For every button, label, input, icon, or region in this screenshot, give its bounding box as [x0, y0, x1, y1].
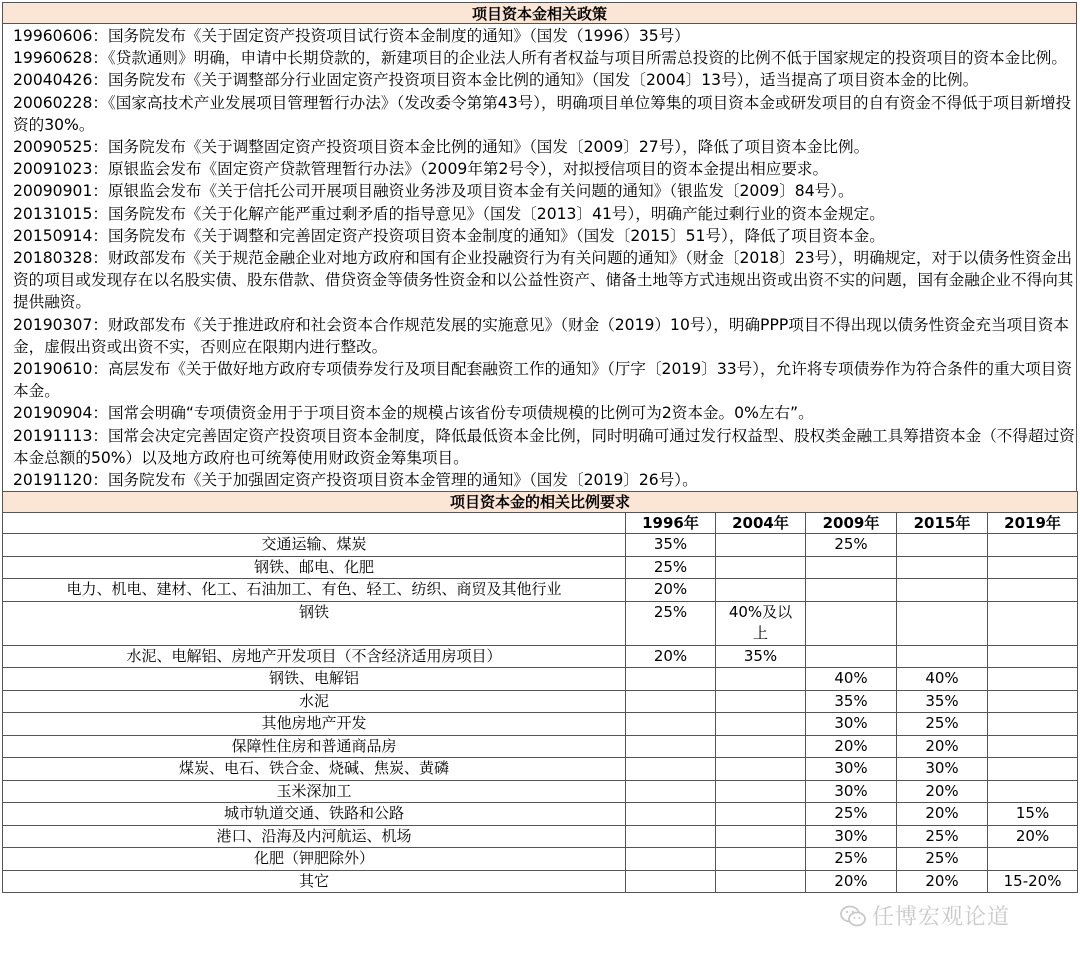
ratio-cell: [716, 713, 806, 736]
section-title-ratios: 项目资本金的相关比例要求: [3, 492, 1078, 513]
ratio-cell: [716, 690, 806, 713]
category-cell: 其他房地产开发: [3, 713, 626, 736]
ratio-cell: 20%: [897, 780, 988, 803]
ratio-cell: [806, 556, 897, 579]
ratio-cell: [626, 848, 716, 871]
year-header: 2004年: [716, 513, 806, 534]
ratio-cell: [897, 579, 988, 602]
ratio-cell: 20%: [897, 870, 988, 893]
ratio-cell: [716, 668, 806, 691]
category-cell: 港口、沿海及内河航运、机场: [3, 825, 626, 848]
category-cell: 其它: [3, 870, 626, 893]
ratio-cell: 30%: [806, 780, 897, 803]
table-row: [3, 645, 1078, 668]
category-cell: 水泥、电解铝、房地产开发项目（不含经济适用房项目）: [3, 645, 626, 668]
table-row: [3, 825, 1078, 848]
ratio-cell: [988, 848, 1078, 871]
category-cell: 水泥: [3, 690, 626, 713]
policy-item: 20131015：国务院发布《关于化解产能严重过剩矛盾的指导意见》（国发〔2013〕41号），明确产能过剩行业的资本金规定。: [13, 204, 885, 223]
ratio-cell: 30%: [806, 758, 897, 781]
category-cell: 煤炭、电石、铁合金、烧碱、焦炭、黄磷: [3, 758, 626, 781]
policy-item: 20191113：国常会决定完善固定资产投资项目资本金制度，降低最低资本金比例，同时明确可通过发行权益型、股权类金融工具筹措资本金（不得超过资本金总额的50%）以及地方政府也可统筹使用财政资金筹集项目。: [13, 426, 1075, 467]
ratio-cell: 40%: [897, 668, 988, 691]
ratio-cell: 40%及以上: [716, 601, 806, 645]
ratio-cell: 30%: [806, 713, 897, 736]
ratio-cell: [626, 668, 716, 691]
ratio-cell: 25%: [897, 825, 988, 848]
ratio-cell: [988, 758, 1078, 781]
year-header: 1996年: [626, 513, 716, 534]
ratio-cell: [897, 601, 988, 645]
table-row: [3, 579, 1078, 602]
ratio-cell: [626, 780, 716, 803]
ratio-cell: 15-20%: [988, 870, 1078, 893]
wechat-icon: [840, 905, 866, 927]
ratio-cell: 15%: [988, 803, 1078, 826]
ratio-cell: [988, 556, 1078, 579]
policy-item: 20150914：国务院发布《关于调整和完善固定资产投资项目资本金制度的通知》（国发〔2015〕51号），降低了项目资本金。: [13, 226, 885, 245]
policy-item: 20091023：原银监会发布《固定资产贷款管理暂行办法》（2009年第2号令），对拟授信项目的资本金提出相应要求。: [13, 160, 829, 179]
ratio-cell: [988, 645, 1078, 668]
ratio-cell: [626, 713, 716, 736]
year-header: 2009年: [806, 513, 897, 534]
ratio-cell: [897, 534, 988, 557]
ratio-cell: [806, 645, 897, 668]
ratio-cell: 25%: [897, 713, 988, 736]
ratio-cell: 20%: [988, 825, 1078, 848]
year-header: 2019年: [988, 513, 1078, 534]
ratio-cell: 20%: [626, 579, 716, 602]
ratio-cell: [806, 579, 897, 602]
category-cell: 钢铁: [3, 601, 626, 645]
ratio-cell: [988, 690, 1078, 713]
policy-item: 20180328：财政部发布《关于规范金融企业对地方政府和国有企业投融资行为有关问题的通知》（财金〔2018〕23号），明确规定，对于以债务性资金出资的项目或发现存在以名股实债、股东借款、借贷资金等债务性资金和以公益性资产、储备土地等方式违规出资或出资不实的问题，国有金融企业不得向其提供融资。: [13, 249, 1074, 312]
table-row: [3, 668, 1078, 691]
category-cell: 钢铁、电解铝: [3, 668, 626, 691]
ratio-cell: [988, 534, 1078, 557]
watermark: [840, 900, 1010, 931]
table-row: [3, 556, 1078, 579]
ratio-cell: 25%: [806, 803, 897, 826]
table-row: [3, 690, 1078, 713]
ratio-cell: 20%: [897, 803, 988, 826]
ratio-cell: [988, 713, 1078, 736]
table-row: [3, 803, 1078, 826]
category-cell: 城市轨道交通、铁路和公路: [3, 803, 626, 826]
policy-item: 20090901：原银监会发布《关于信托公司开展项目融资业务涉及项目资本金有关问题的通知》（银监发〔2009〕84号）。: [13, 182, 854, 201]
ratio-cell: [626, 758, 716, 781]
ratio-cell: [806, 601, 897, 645]
ratio-cell: 25%: [806, 534, 897, 557]
table-row: [3, 713, 1078, 736]
table-header-row: [3, 513, 1078, 534]
ratio-cell: 35%: [716, 645, 806, 668]
ratio-cell: [988, 579, 1078, 602]
ratio-cell: 30%: [897, 758, 988, 781]
table-row: [3, 534, 1078, 557]
policy-item: 20040426：国务院发布《关于调整部分行业固定资产投资项目资本金比例的通知》（国发〔2004〕13号），适当提高了项目资本金的比例。: [13, 71, 979, 90]
ratio-cell: 35%: [806, 690, 897, 713]
ratio-cell: [716, 579, 806, 602]
ratio-cell: [626, 870, 716, 893]
ratio-cell: 35%: [626, 534, 716, 557]
table-row: [3, 601, 1078, 645]
ratio-cell: [626, 803, 716, 826]
table-row: [3, 848, 1078, 871]
ratio-cell: 20%: [806, 735, 897, 758]
header-blank-cell: [3, 513, 626, 534]
ratio-cell: [626, 735, 716, 758]
ratio-table: [2, 491, 1078, 893]
ratio-cell: [716, 735, 806, 758]
ratio-cell: [716, 870, 806, 893]
ratio-cell: [988, 601, 1078, 645]
ratio-cell: [897, 645, 988, 668]
table-row: [3, 735, 1078, 758]
ratio-cell: [716, 803, 806, 826]
ratio-cell: 20%: [626, 645, 716, 668]
table-row: [3, 780, 1078, 803]
ratio-cell: 25%: [806, 848, 897, 871]
ratio-cell: 25%: [626, 601, 716, 645]
ratio-cell: 25%: [626, 556, 716, 579]
policy-item: 20190610：高层发布《关于做好地方政府专项债券发行及项目配套融资工作的通知》（厅字〔2019〕33号），允许将专项债券作为符合条件的重大项目资本金。: [13, 360, 1072, 401]
ratio-cell: 30%: [806, 825, 897, 848]
ratio-cell: 25%: [897, 848, 988, 871]
policy-item: 20191120：国务院发布《关于加强固定资产投资项目资本金管理的通知》（国发〔2019〕26号）。: [13, 471, 698, 490]
policy-item: 19960628：《贷款通则》明确，申请中长期贷款的，新建项目的企业法人所有者权益与项目所需总投资的比例不低于国家规定的投资项目的资本金比例。: [13, 49, 1067, 68]
ratio-cell: 35%: [897, 690, 988, 713]
ratio-cell: [716, 534, 806, 557]
ratio-cell: [716, 825, 806, 848]
ratio-cell: 20%: [897, 735, 988, 758]
ratio-cell: [716, 848, 806, 871]
policy-item: 20060228：《国家高技术产业发展项目管理暂行办法》（发改委令第第43号），明确项目单位筹集的项目资本金或研发项目的自有资金不得低于项目新增投资的30%。: [13, 93, 1072, 134]
ratio-cell: [988, 780, 1078, 803]
category-cell: 交通运输、煤炭: [3, 534, 626, 557]
ratio-cell: [626, 825, 716, 848]
ratio-cell: [626, 690, 716, 713]
ratio-cell: 20%: [806, 870, 897, 893]
ratio-cell: [897, 556, 988, 579]
policy-list: [2, 24, 1077, 491]
policy-item: 20190307：财政部发布《关于推进政府和社会资本合作规范发展的实施意见》（财金（2019）10号），明确PPP项目不得出现以债务性资金充当项目资本金，虚假出资或出资不实，否则应在限期内进行整改。: [13, 315, 1069, 356]
watermark-text: 任博宏观论道: [872, 905, 1011, 930]
category-cell: 电力、机电、建材、化工、石油加工、有色、轻工、纺织、商贸及其他行业: [3, 579, 626, 602]
category-cell: 化肥（钾肥除外）: [3, 848, 626, 871]
policy-item: 19960606：国务院发布《关于固定资产投资项目试行资本金制度的通知》（国发（1996）35号）: [13, 27, 690, 45]
ratio-cell: [716, 556, 806, 579]
ratio-cell: 40%: [806, 668, 897, 691]
section-title-policies: 项目资本金相关政策: [2, 2, 1077, 24]
table-row: [3, 758, 1078, 781]
ratio-cell: [716, 758, 806, 781]
ratio-cell: [988, 735, 1078, 758]
ratio-cell: [716, 780, 806, 803]
category-cell: 玉米深加工: [3, 780, 626, 803]
category-cell: 保障性住房和普通商品房: [3, 735, 626, 758]
year-header: 2015年: [897, 513, 988, 534]
category-cell: 钢铁、邮电、化肥: [3, 556, 626, 579]
policy-item: 20090525：国务院发布《关于调整固定资产投资项目资本金比例的通知》（国发〔2009〕27号），降低了项目资本金比例。: [13, 138, 870, 157]
ratio-cell: [988, 668, 1078, 691]
table-row: [3, 870, 1078, 893]
policy-item: 20190904：国常会明确“专项债资金用于于项目资本金的规模占该省份专项债规模的比例可为2资本金。0%左右”。: [13, 404, 814, 423]
policy-document: [2, 2, 1077, 893]
